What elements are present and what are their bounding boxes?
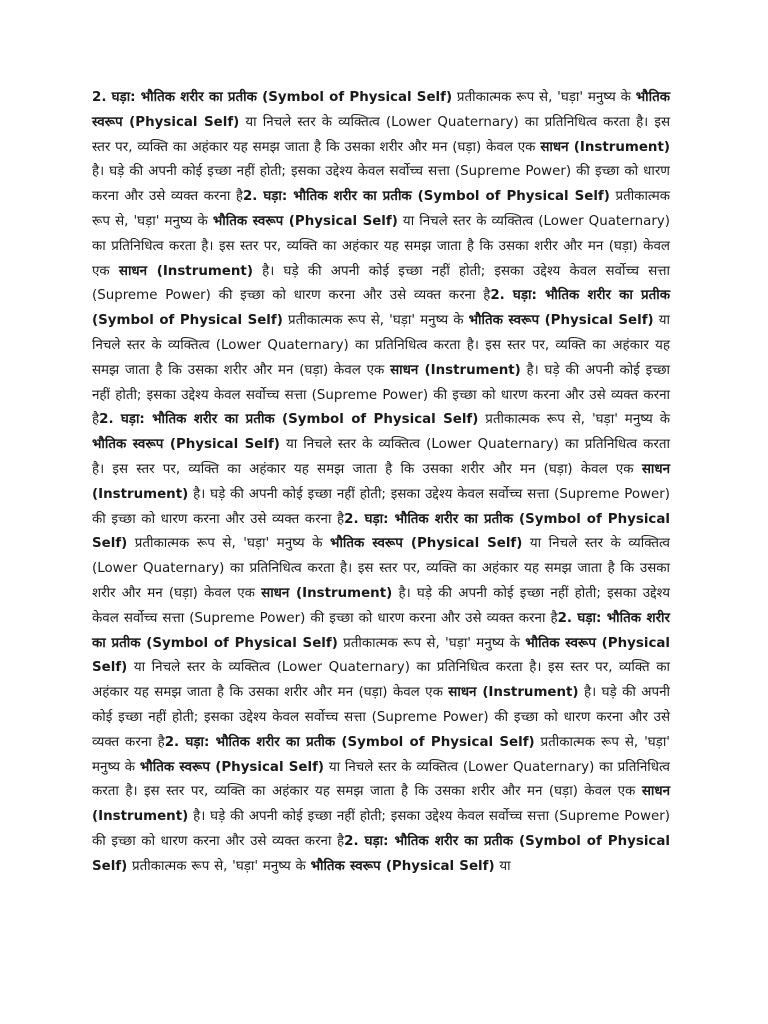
- section-number: 2.: [242, 189, 264, 205]
- bold-term: साधन (Instrument): [540, 139, 670, 155]
- section-heading: घड़ा: भौतिक शरीर का प्रतीक (Symbol of Physical Self): [92, 288, 670, 329]
- section-number: 2.: [92, 90, 112, 105]
- bold-term: साधन (Instrument): [92, 461, 670, 502]
- bold-term: भौतिक स्वरूप (Physical Self): [212, 213, 398, 229]
- passage-text: प्रतीकात्मक रूप से, 'घड़ा' मनुष्य के: [282, 313, 469, 329]
- passage: [92, 90, 670, 204]
- section-heading: घड़ा: भौतिक शरीर का प्रतीक (Symbol of Physical Self): [92, 610, 670, 651]
- passage-text: है। घड़े की अपनी कोई इच्छा नहीं होती; इसका उद्देश्य केवल सर्वोच्च सत्ता (Supreme Power) की इच्छा को धारण करना और उसे व्यक्त करना है: [92, 585, 671, 626]
- passage: [92, 189, 670, 303]
- passage-text: है। घड़े की अपनी कोई इच्छा नहीं होती; इसका उद्देश्य केवल सर्वोच्च सत्ता (Supreme Power) की इच्छा को धारण करना और उसे व्यक्त करना है: [92, 164, 670, 205]
- passage: [92, 288, 670, 427]
- passage-text: है। घड़े की अपनी कोई इच्छा नहीं होती; इसका उद्देश्य केवल सर्वोच्च सत्ता (Supreme Power) की इच्छा को धारण करना और उसे व्यक्त करना है: [92, 685, 670, 750]
- passage-text: या: [494, 858, 511, 874]
- bold-term: भौतिक स्वरूप (Physical Self): [92, 437, 280, 453]
- passage-text: प्रतीकात्मक रूप से, 'घड़ा' मनुष्य के: [478, 412, 670, 428]
- section-number: 2.: [99, 412, 121, 428]
- bold-term: भौतिक स्वरूप (Physical Self): [92, 90, 670, 130]
- passage-text: या निचले स्तर के व्यक्तित्व (Lower Quaternary) का प्रतिनिधित्व करता है। इस स्तर पर, व्यक्ति का अहंकार यह समझ जाता है कि उसका शरीर और मन (घड़ा) केवल एक: [92, 213, 671, 279]
- passage-text: है। घड़े की अपनी कोई इच्छा नहीं होती; इसका उद्देश्य केवल सर्वोच्च सत्ता (Supreme Power) की इच्छा को धारण करना और उसे व्यक्त करना है: [92, 263, 670, 304]
- passage-text: प्रतीकात्मक रूप से, 'घड़ा' मनुष्य के: [127, 536, 331, 552]
- section-heading: घड़ा: भौतिक शरीर का प्रतीक (Symbol of Physical Self): [185, 734, 535, 750]
- bold-term: भौतिक स्वरूप (Physical Self): [468, 313, 654, 329]
- section-number: 2.: [557, 610, 578, 626]
- section-number: 2.: [344, 833, 365, 849]
- bold-term: साधन (Instrument): [448, 685, 579, 701]
- section-number: 2.: [344, 511, 365, 527]
- passage-text: या निचले स्तर के व्यक्तित्व (Lower Quaternary) का प्रतिनिधित्व करता है। इस स्तर पर, व्यक्ति का अहंकार यह समझ जाता है कि उसका शरीर और मन (घड़ा) केवल एक: [92, 313, 671, 378]
- passage-text: प्रतीकात्मक रूप से, 'घड़ा' मनुष्य के: [92, 734, 670, 775]
- bold-term: साधन (Instrument): [118, 263, 253, 279]
- passage: [92, 512, 670, 626]
- document-body: [92, 86, 670, 880]
- bold-term: भौतिक स्वरूप (Physical Self): [310, 858, 495, 874]
- passage-text: या निचले स्तर के व्यक्तित्व (Lower Quaternary) का प्रतिनिधित्व करता है। इस स्तर पर, व्यक्ति का अहंकार यह समझ जाता है कि उसका शरीर और मन (घड़ा) केवल एक: [92, 536, 670, 601]
- passage-text: है। घड़े की अपनी कोई इच्छा नहीं होती; इसका उद्देश्य केवल सर्वोच्च सत्ता (Supreme Power) की इच्छा को धारण करना और उसे व्यक्त करना है: [92, 809, 670, 849]
- passage-text: या निचले स्तर के व्यक्तित्व (Lower Quaternary) का प्रतिनिधित्व करता है। इस स्तर पर, व्यक्ति का अहंकार यह समझ जाता है कि उसका शरीर और मन (घड़ा) केवल एक: [92, 437, 671, 477]
- passage-text: या निचले स्तर के व्यक्तित्व (Lower Quaternary) का प्रतिनिधित्व करता है। इस स्तर पर, व्यक्ति का अहंकार यह समझ जाता है कि उसका शरीर और मन (घड़ा) केवल एक: [92, 759, 670, 800]
- bold-term: साधन (Instrument): [92, 784, 670, 825]
- bold-term: साधन (Instrument): [390, 362, 521, 378]
- passage-text: प्रतीकात्मक रूप से, 'घड़ा' मनुष्य के: [452, 90, 636, 105]
- passage: [92, 412, 670, 526]
- bold-term: भौतिक स्वरूप (Physical Self): [92, 635, 671, 676]
- section-heading: घड़ा: भौतिक शरीर का प्रतीक (Symbol of Physical Self): [111, 90, 453, 105]
- section-heading: घड़ा: भौतिक शरीर का प्रतीक (Symbol of Physical Self): [120, 412, 479, 428]
- section-heading: घड़ा: भौतिक शरीर का प्रतीक (Symbol of Physical Self): [92, 511, 670, 552]
- passage-text: प्रतीकात्मक रूप से, 'घड़ा' मनुष्य के: [337, 635, 526, 651]
- bold-term: साधन (Instrument): [261, 585, 393, 601]
- passage-text: है। घड़े की अपनी कोई इच्छा नहीं होती; इसका उद्देश्य केवल सर्वोच्च सत्ता (Supreme Power) की इच्छा को धारण करना और उसे व्यक्त करना है: [92, 486, 670, 527]
- section-number: 2.: [490, 288, 513, 304]
- bold-term: भौतिक स्वरूप (Physical Self): [330, 536, 523, 552]
- passage: [92, 735, 670, 849]
- passage-text: या निचले स्तर के व्यक्तित्व (Lower Quaternary) का प्रतिनिधित्व करता है। इस स्तर पर, व्यक्ति का अहंकार यह समझ जाता है कि उसका शरीर और मन (घड़ा) केवल एक: [92, 660, 670, 701]
- passage-text: प्रतीकात्मक रूप से, 'घड़ा' मनुष्य के: [92, 189, 670, 229]
- bold-term: भौतिक स्वरूप (Physical Self): [139, 759, 325, 775]
- passage-text: है। घड़े की अपनी कोई इच्छा नहीं होती; इसका उद्देश्य केवल सर्वोच्च सत्ता (Supreme Power) की इच्छा को धारण करना और उसे व्यक्त करना है: [92, 362, 670, 428]
- passage-text: या निचले स्तर के व्यक्तित्व (Lower Quaternary) का प्रतिनिधित्व करता है। इस स्तर पर, व्यक्ति का अहंकार यह समझ जाता है कि उसका शरीर और मन (घड़ा) केवल एक: [92, 114, 670, 155]
- passage-text: प्रतीकात्मक रूप से, 'घड़ा' मनुष्य के: [127, 858, 311, 874]
- section-number: 2.: [164, 734, 186, 750]
- section-heading: घड़ा: भौतिक शरीर का प्रतीक (Symbol of Physical Self): [92, 833, 670, 874]
- section-heading: घड़ा: भौतिक शरीर का प्रतीक (Symbol of Physical Self): [263, 189, 610, 205]
- passage: [92, 611, 670, 750]
